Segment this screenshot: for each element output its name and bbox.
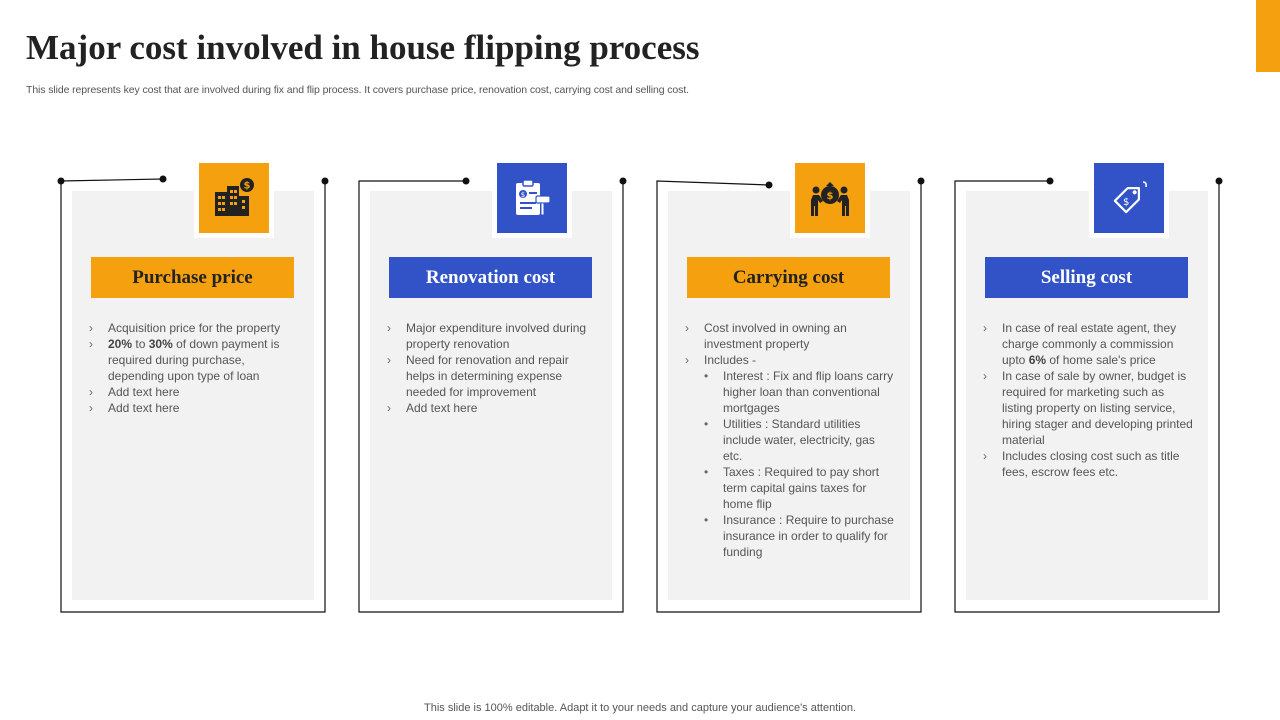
slide-subtitle: This slide represents key cost that are involved during fix and flip process. It covers purchase price, renovation cost, carrying cost and selling cost. (26, 84, 689, 96)
svg-text:$: $ (826, 191, 834, 202)
sub-bullet-item: • Interest : Fix and flip loans carry higher loan than conventional mortgages (704, 368, 895, 416)
card-content (983, 320, 1193, 480)
svg-text:$: $ (243, 180, 251, 192)
card-renovation-cost (359, 148, 629, 614)
bullet-item: › Cost involved in owning an investment property (685, 320, 895, 352)
people-carrying-money-bag-icon (795, 163, 865, 233)
card-heading: Purchase price (91, 257, 294, 298)
sub-bullet-item: • Utilities : Standard utilities include water, electricity, gas etc. (704, 416, 895, 464)
icon-box (194, 158, 274, 238)
bullet-item: › Major expenditure involved during property renovation (387, 320, 597, 352)
bullet-item: › Includes closing cost such as title fees, escrow fees etc. (983, 448, 1193, 480)
card-heading: Carrying cost (687, 257, 890, 298)
card-content (89, 320, 299, 416)
bullet-item: › Acquisition price for the property (89, 320, 299, 336)
clipboard-paint-roller-icon (497, 163, 567, 233)
bullet-item: › 20% to 30% of down payment is required during purchase, depending upon type of loan (89, 336, 299, 384)
price-tag-dollar-icon (1094, 163, 1164, 233)
card-heading: Selling cost (985, 257, 1188, 298)
icon-box (492, 158, 572, 238)
svg-text:$: $ (1122, 196, 1130, 208)
slide-footer: This slide is 100% editable. Adapt it to your needs and capture your audience's attention. (424, 702, 856, 714)
icon-box (1089, 158, 1169, 238)
bullet-item: › In case of sale by owner, budget is required for marketing such as listing property on listing service, hiring stager and developing printed material (983, 368, 1193, 448)
slide-title: Major cost involved in house flipping process (26, 28, 700, 67)
bullet-item: › Add text here (387, 400, 597, 416)
sub-bullet-item: • Insurance : Require to purchase insurance in order to qualify for funding (704, 512, 895, 560)
card-selling-cost (955, 148, 1225, 614)
svg-text:$: $ (520, 191, 526, 199)
card-heading: Renovation cost (389, 257, 592, 298)
card-content (387, 320, 597, 416)
buildings-dollar-icon (199, 163, 269, 233)
sub-bullet-item: • Taxes : Required to pay short term capital gains taxes for home flip (704, 464, 895, 512)
card-carrying-cost (657, 148, 927, 614)
card-content (685, 320, 895, 560)
icon-box (790, 158, 870, 238)
card-purchase-price (61, 148, 331, 614)
bullet-item: › In case of real estate agent, they charge commonly a commission upto 6% of home sale's price (983, 320, 1193, 368)
bullet-item: › Add text here (89, 384, 299, 400)
bullet-item: › Need for renovation and repair helps in determining expense needed for improvement (387, 352, 597, 400)
bullet-item: › Includes - • Interest : Fix and flip loans carry higher loan than conventional mortgages • Utilities : Standard utilities include water, electricity, gas etc. • Taxes : Required to pay short term capital gains taxes for home flip • Insurance : Require to purchase insurance in order to qualify for funding (685, 352, 895, 560)
bullet-item: › Add text here (89, 400, 299, 416)
accent-bar (1256, 0, 1280, 72)
